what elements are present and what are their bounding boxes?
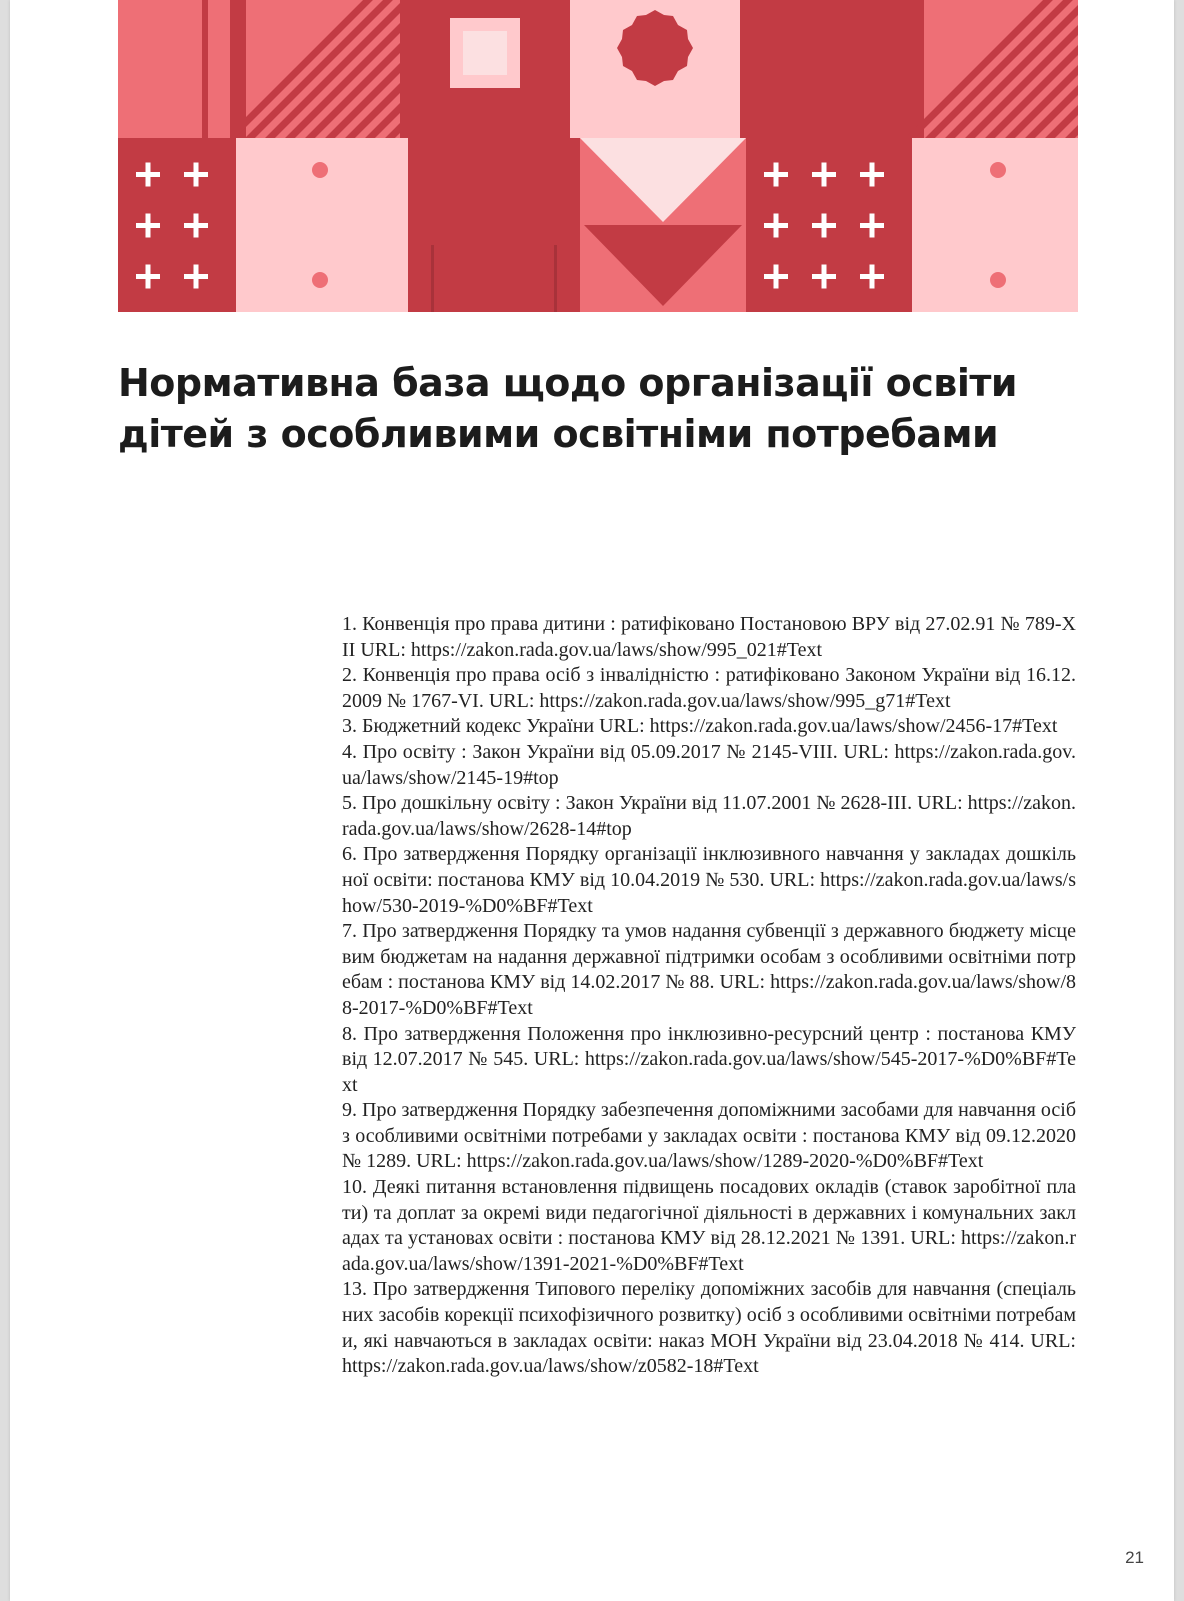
banner-line xyxy=(554,245,557,312)
banner-divider xyxy=(230,0,246,138)
reference-item: 6. Про затвердження Порядку організації інклюзивного навчання у закладах дошкільної освіти: постанова КМУ від 10.04.2019 № 530. URL: https://zakon.rada.gov.ua/laws/show/530-2019-%D0%BF#Text xyxy=(342,843,1076,917)
reference-item: 4. Про освіту : Закон України від 05.09.2017 № 2145-VIII. URL: https://zakon.rada.gov.ua/laws/show/2145-19#top xyxy=(342,740,1076,789)
inner-square-icon xyxy=(463,31,507,75)
banner-divider xyxy=(908,0,924,138)
page-number: 21 xyxy=(1125,1548,1144,1567)
reference-item: 3. Бюджетний кодекс України URL: https://zakon.rada.gov.ua/laws/show/2456-17#Text xyxy=(342,715,1058,738)
banner-line xyxy=(431,245,434,312)
reference-item: 5. Про дошкільну освіту : Закон України від 11.07.2001 № 2628-III. URL: https://zakon.rada.gov.ua/laws/show/2628-14#top xyxy=(342,792,1076,840)
document-page xyxy=(10,0,1174,1601)
banner-tile xyxy=(118,0,230,138)
reference-list xyxy=(342,612,1076,1380)
reference-item: 10. Деякі питання встановлення підвищень посадових окладів (ставок заробітної плати) та доплат за окремі види педагогічної діяльності в державних і комунальних закладах та установах освіти : постанова КМУ від 28.12.2021 № 1391. URL: https://zakon.rada.gov.ua/laws/show/1391-2021-%D0%BF#Text xyxy=(342,1176,1076,1275)
banner-tile xyxy=(740,0,908,138)
reference-item: 7. Про затвердження Порядку та умов надання субвенції з державного бюджету місцевим бюджетам на надання державної підтримки особам з особливими освітніми потребам : постанова КМУ від 14.02.2017 № 88. URL: https://zakon.rada.gov.ua/laws/show/88-2017-%D0%BF#Text xyxy=(342,920,1076,1019)
dot-icon xyxy=(312,272,328,288)
reference-item: 2. Конвенція про права осіб з інвалідністю : ратифіковано Законом України від 16.12.2009 № 1767-VI. URL: https://zakon.rada.gov.ua/laws/show/995_g71#Text xyxy=(342,664,1076,712)
page-title: Нормативна база щодо організації освіти дітей з особливими освітніми потребами xyxy=(118,361,1018,456)
banner-tile xyxy=(118,138,236,312)
dot-icon xyxy=(990,162,1006,178)
reference-item: 8. Про затвердження Положення про інклюзивно-ресурсний центр : постанова КМУ від 12.07.2017 № 545. URL: https://zakon.rada.gov.ua/laws/show/545-2017-%D0%BF#Text xyxy=(342,1022,1076,1096)
reference-item: 1. Конвенція про права дитини : ратифіковано Постановою ВРУ від 27.02.91 № 789-XII URL: https://zakon.rada.gov.ua/laws/show/995_021#Text xyxy=(342,613,1076,661)
reference-item: 13. Про затвердження Типового переліку допоміжних засобів для навчання (спеціальних засобів корекції психофізичного розвитку) осіб з особливими освітніми потребами, які навчаються в закладах освіти: наказ МОН України від 23.04.2018 № 414. URL: https://zakon.rada.gov.ua/laws/show/z0582-18#Text xyxy=(342,1278,1076,1378)
dot-icon xyxy=(990,272,1006,288)
banner-divider xyxy=(202,0,208,138)
dot-icon xyxy=(312,162,328,178)
reference-item: 9. Про затвердження Порядку забезпечення допоміжними засобами для навчання осіб з особливими освітніми потребами у закладах освіти : постанова КМУ від 09.12.2020 № 1289. URL: https://zakon.rada.gov.ua/laws/show/1289-2020-%D0%BF#Text xyxy=(342,1099,1076,1173)
decorative-banner xyxy=(118,0,1078,312)
